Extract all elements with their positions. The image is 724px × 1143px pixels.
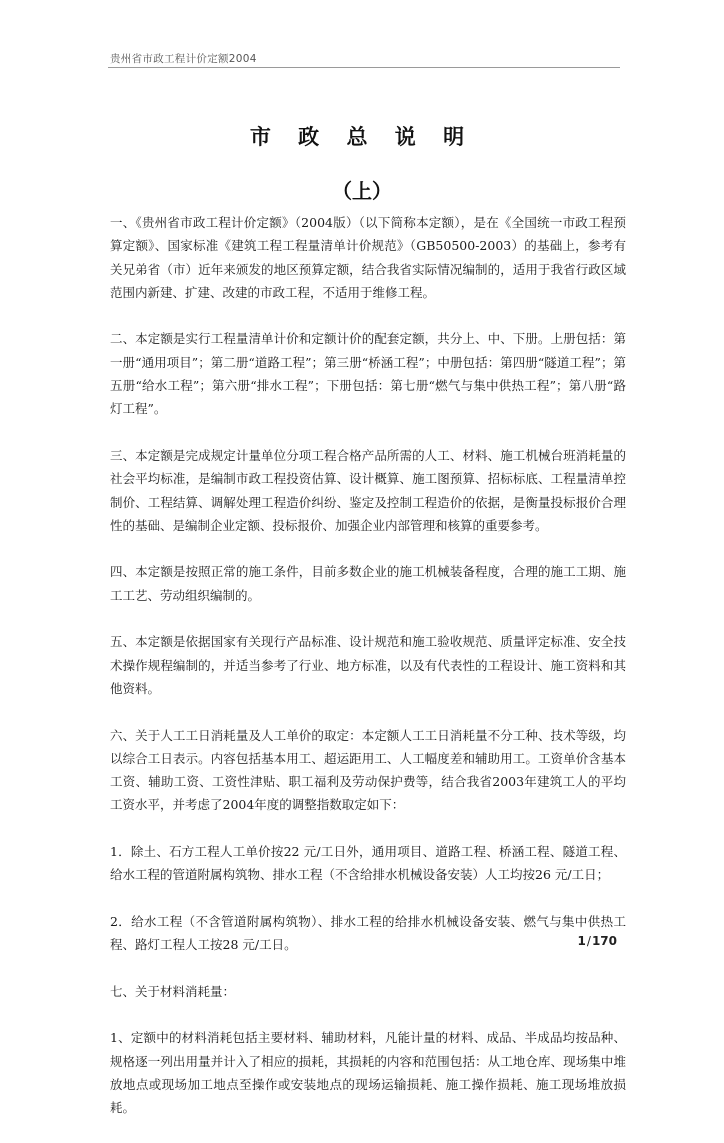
paragraph-6: 六、关于人工工日消耗量及人工单价的取定：本定额人工工日消耗量不分工种、技术等级，均以综合工日表示。内容包括基本用工、超运距用工、人工幅度差和辅助用工。工资单价含基本工资、辅助工资、工资性津贴、职工福利及劳动保护费等，结合我省2003年建筑工人的平均工资水平，并考虑了2004年度的调整指数取定如下： bbox=[110, 727, 626, 813]
document-body bbox=[110, 211, 626, 1143]
header-divider bbox=[108, 67, 620, 68]
page-subtitle: （上） bbox=[332, 179, 392, 203]
paragraph-4: 四、本定额是按照正常的施工条件，目前多数企业的施工机械装备程度，合理的施工工期、施工工艺、劳动组织编制的。 bbox=[110, 564, 626, 603]
paragraph-2: 二、本定额是实行工程量清单计价和定额计价的配套定额，共分上、中、下册。上册包括：第一册“通用项目”；第二册“道路工程”；第三册“桥涵工程”；中册包括：第四册“隧道工程”；第五册“给水工程”；第六册“排水工程”；下册包括：第七册“燃气与集中供热工程”；第八册“路灯工程”。 bbox=[110, 331, 626, 417]
paragraph-5: 五、本定额是依据国家有关现行产品标准、设计规范和施工验收规范、质量评定标准、安全技术操作规程编制的，并适当参考了行业、地方标准，以及有代表性的工程设计、施工资料和其他资料。 bbox=[110, 634, 626, 696]
total-pages: 170 bbox=[591, 934, 617, 948]
page-number bbox=[578, 934, 617, 948]
running-header-title: 贵州省市政工程计价定额2004 bbox=[110, 53, 257, 65]
paragraph-7-item-1: 1、定额中的材料消耗包括主要材料、辅助材料，凡能计量的材料、成品、半成品均按品种、规格逐一列出用量并计入了相应的损耗，其损耗的内容和范围包括：从工地仓库、现场集中堆放地点或现场加工地点至操作或安装地点的现场运输损耗、施工操作损耗、施工现场堆放损耗。 bbox=[110, 1030, 626, 1116]
paragraph-3: 三、本定额是完成规定计量单位分项工程合格产品所需的人工、材料、施工机械台班消耗量的社会平均标准，是编制市政工程投资估算、设计概算、施工图预算、招标标底、工程量清单控制价、工程结算、调解处理工程造价纠纷、鉴定及控制工程造价的依据，是衡量投标报价合理性的基础、是编制企业定额、投标报价、加强企业内部管理和核算的重要参考。 bbox=[110, 447, 626, 533]
current-page: 1 bbox=[577, 934, 586, 948]
paragraph-1: 一、《贵州省市政工程计价定额》（2004版）（以下简称本定额），是在《全国统一市政工程预算定额》、国家标准《建筑工程工程量清单计价规范》（GB50500-2003）的基础上，参考有关兄弟省（市）近年来颁发的地区预算定额，结合我省实际情况编制的，适用于我省行政区域范围内新建、扩建、改建的市政工程，不适用于维修工程。 bbox=[110, 215, 626, 300]
paragraph-6-item-1: 1．除土、石方工程人工单价按22 元/工日外，通用项目、道路工程、桥涵工程、隧道工程、给水工程的管道附属构筑物、排水工程（不含给排水机械设备安装）人工均按26 元/工日； bbox=[110, 844, 626, 883]
page-title: 市 政 总 说 明 bbox=[249, 124, 475, 149]
paragraph-6-item-2: 2．给水工程（不含管道附属构筑物）、排水工程的给排水机械设备安装、燃气与集中供热工程、路灯工程人工按28 元/工日。 bbox=[110, 913, 626, 953]
paragraph-7-heading: 七、关于材料消耗量： bbox=[110, 983, 236, 999]
page-separator: / bbox=[586, 934, 591, 948]
